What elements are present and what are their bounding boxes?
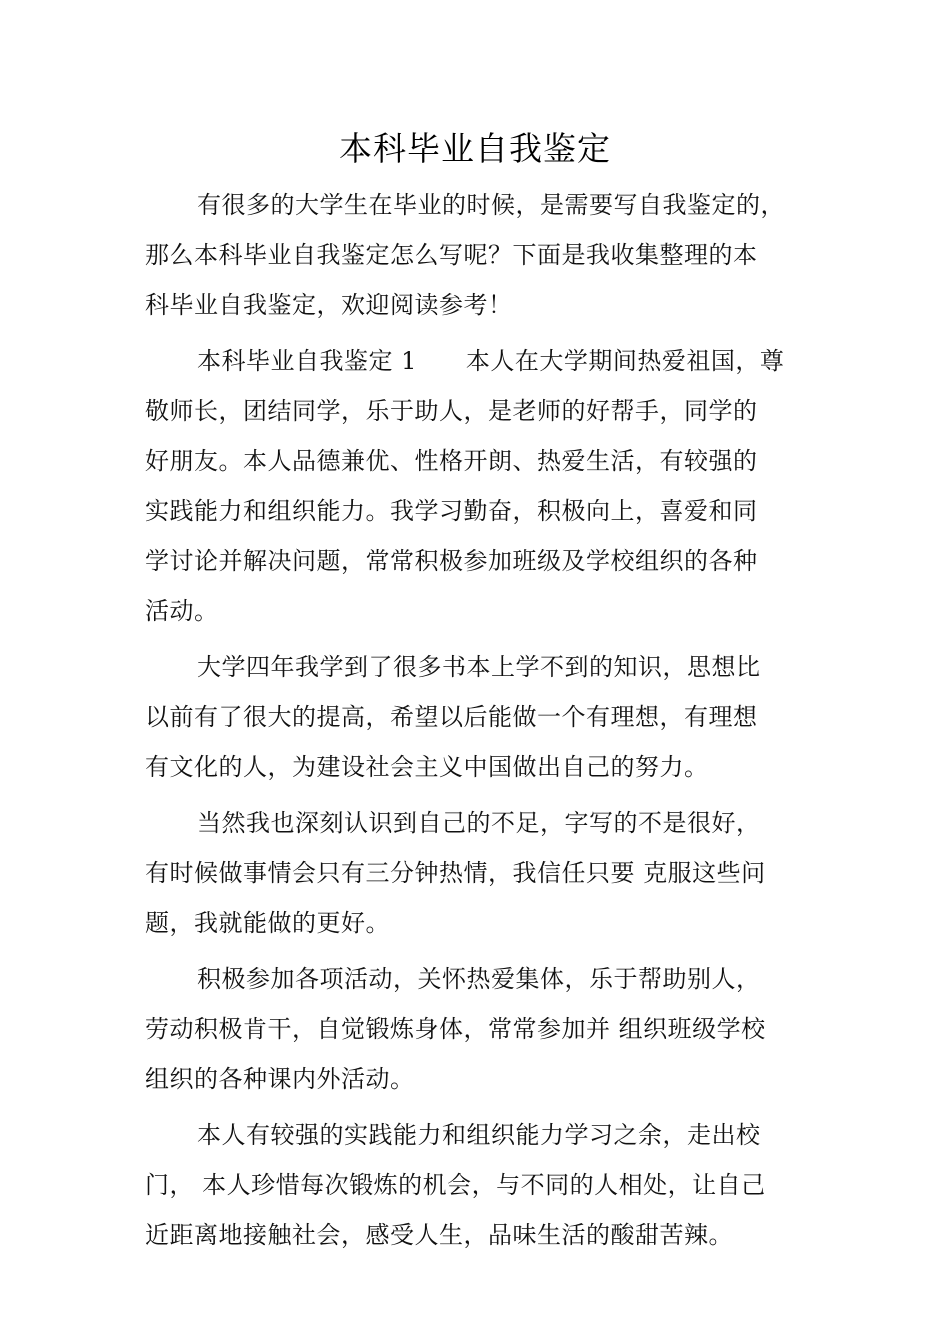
- paragraph-line: 题，我就能做的更好。: [145, 909, 390, 937]
- document-title: 本科毕业自我鉴定: [339, 129, 611, 168]
- paragraph-line: 本人有较强的实践能力和组织能力学习之余，走出校: [197, 1121, 761, 1149]
- paragraph-line: 有很多的大学生在毕业的时候，是需要写自我鉴定的，: [197, 191, 785, 219]
- paragraph-university-years: [145, 642, 815, 792]
- paragraph-line: 本科毕业自我鉴定 1 本人在大学期间热爱祖国，尊: [197, 347, 785, 375]
- paragraph-line: 大学四年我学到了很多书本上学不到的知识，思想比: [197, 653, 761, 681]
- paragraph-line: 近距离地接触社会，感受人生，品味生活的酸甜苦辣。: [145, 1221, 733, 1249]
- paragraph-line: 科毕业自我鉴定，欢迎阅读参考！: [145, 291, 513, 319]
- document-body: [145, 180, 815, 1266]
- paragraph-line: 实践能力和组织能力。我学习勤奋，积极向上，喜爱和同: [145, 497, 758, 525]
- paragraph-line: 学讨论并解决问题，常常积极参加班级及学校组织的各种: [145, 547, 758, 575]
- paragraph-line: 以前有了很大的提高，希望以后能做一个有理想，有理想: [145, 703, 758, 731]
- paragraph-line: 敬师长，团结同学，乐于助人，是老师的好帮手，同学的: [145, 397, 758, 425]
- paragraph-line: 活动。: [145, 597, 219, 625]
- paragraph-line: 有文化的人，为建设社会主义中国做出自己的努力。: [145, 753, 709, 781]
- paragraph-line: 那么本科毕业自我鉴定怎么写呢？下面是我收集整理的本: [145, 241, 758, 269]
- paragraph-line: 好朋友。本人品德兼优、性格开朗、热爱生活，有较强的: [145, 447, 758, 475]
- paragraph-line: 劳动积极肯干，自觉锻炼身体，常常参加并 组织班级学校: [145, 1015, 766, 1043]
- paragraph-line: 组织的各种课内外活动。: [145, 1065, 415, 1093]
- paragraph-shortcomings: [145, 798, 815, 948]
- paragraph-line: 门， 本人珍惜每次锻炼的机会，与不同的人相处，让自己: [145, 1171, 766, 1199]
- paragraph-line: 有时候做事情会只有三分钟热情，我信任只要 克服这些问: [145, 859, 766, 887]
- paragraph-intro: [145, 180, 815, 330]
- paragraph-practice: [145, 1110, 815, 1260]
- paragraph-line: 当然我也深刻认识到自己的不足，字写的不是很好，: [197, 809, 761, 837]
- paragraph-line: 积极参加各项活动，关怀热爱集体，乐于帮助别人，: [197, 965, 761, 993]
- paragraph-activities: [145, 954, 815, 1104]
- paragraph-section-1: [145, 336, 815, 636]
